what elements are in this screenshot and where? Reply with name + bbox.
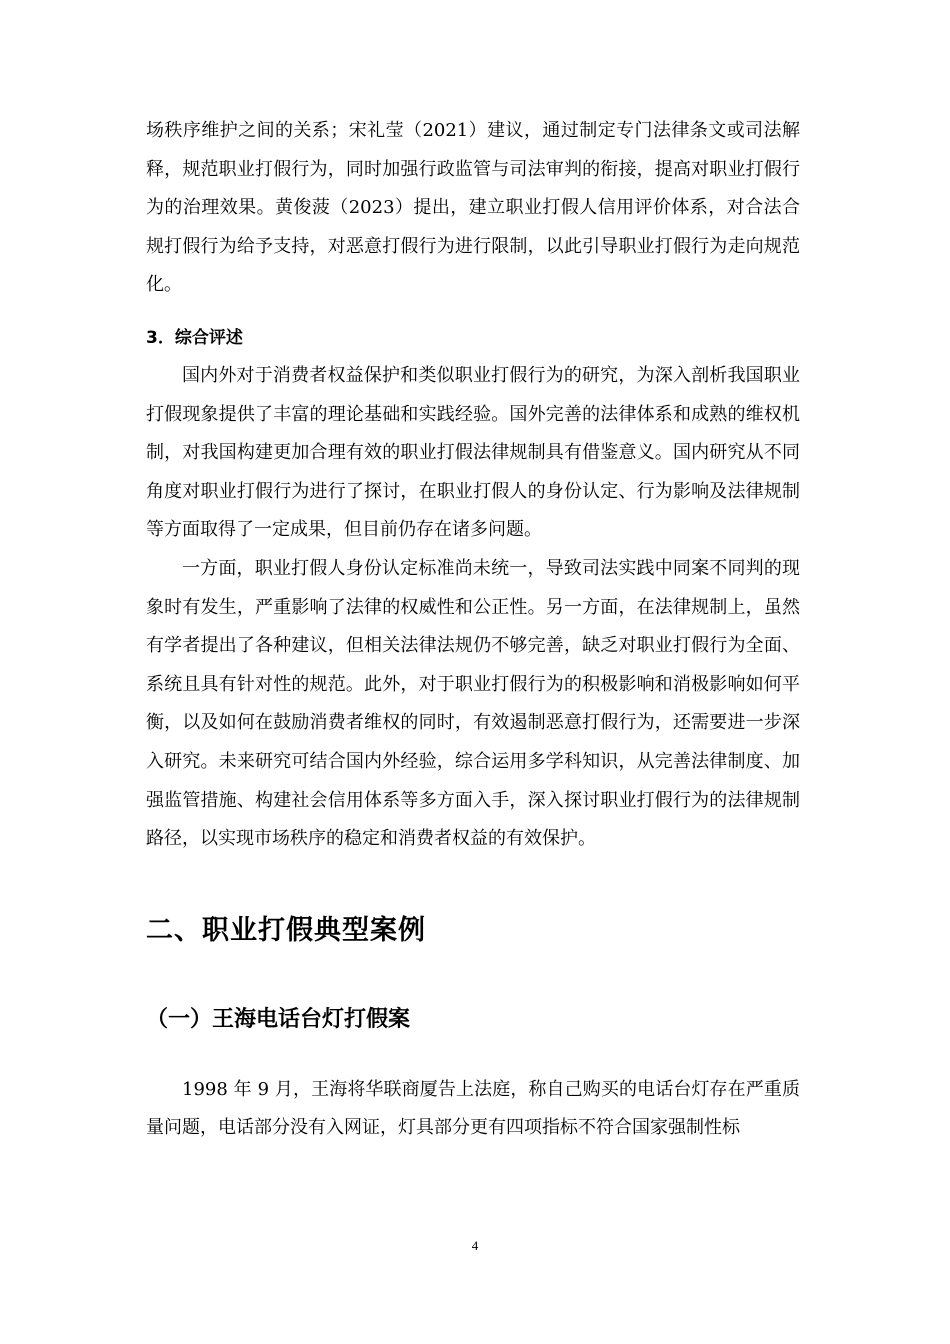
section-heading-wanghai-case: （一）王海电话台灯打假案 xyxy=(146,1006,411,1032)
document-body xyxy=(146,112,800,1148)
chapter-heading-typical-cases: 二、职业打假典型案例 xyxy=(146,914,426,946)
paragraph-summary-intro: 国内外对于消费者权益保护和类似职业打假行为的研究，为深入剖析我国职业打假现象提供了丰富的理论基础和实践经验。国外完善的法律体系和成熟的维权机制，对我国构建更加合理有效的职业打假法律规制具有借鉴意义。国内研究从不同角度对职业打假行为进行了探讨，在职业打假人的身份认定、行为影响及法律规制等方面取得了一定成果，但目前仍存在诸多问题。 xyxy=(146,364,800,541)
page-number: 4 xyxy=(471,1238,479,1253)
paragraph-summary-issues: 一方面，职业打假人身份认定标准尚未统一，导致司法实践中同案不同判的现象时有发生，严重影响了法律的权威性和公正性。另一方面，在法律规制上，虽然有学者提出了各种建议，但相关法律法规仍不够完善，缺乏对职业打假行为全面、系统且具有针对性的规范。此外，对于职业打假行为的积极影响和消极影响如何平衡，以及如何在鼓励消费者维权的同时，有效遏制恶意打假行为，还需要进一步深入研究。未来研究可结合国内外经验，综合运用多学科知识，从完善法律制度、加强监管措施、构建社会信用体系等多方面入手，深入探讨职业打假行为的法律规制路径，以实现市场秩序的稳定和消费者权益的有效保护。 xyxy=(146,557,800,850)
paragraph-literature-continuation: 场秩序维护之间的关系；宋礼莹（2021）建议，通过制定专门法律条文或司法解释，规范职业打假行为，同时加强行政监管与司法审判的衔接，提高对职业打假行为的治理效果。黄俊菠（2023）提出，建立职业打假人信用评价体系，对合法合规打假行为给予支持，对恶意打假行为进行限制，以此引导职业打假行为走向规范化。 xyxy=(146,120,800,296)
subsection-heading-summary: 3．综合评述 xyxy=(146,327,243,348)
paragraph-wanghai-case: 1998 年 9 月，王海将华联商厦告上法庭，称自己购买的电话台灯存在严重质量问题，电话部分没有入网证，灯具部分更有四项指标不符合国家强制性标 xyxy=(146,1078,800,1139)
